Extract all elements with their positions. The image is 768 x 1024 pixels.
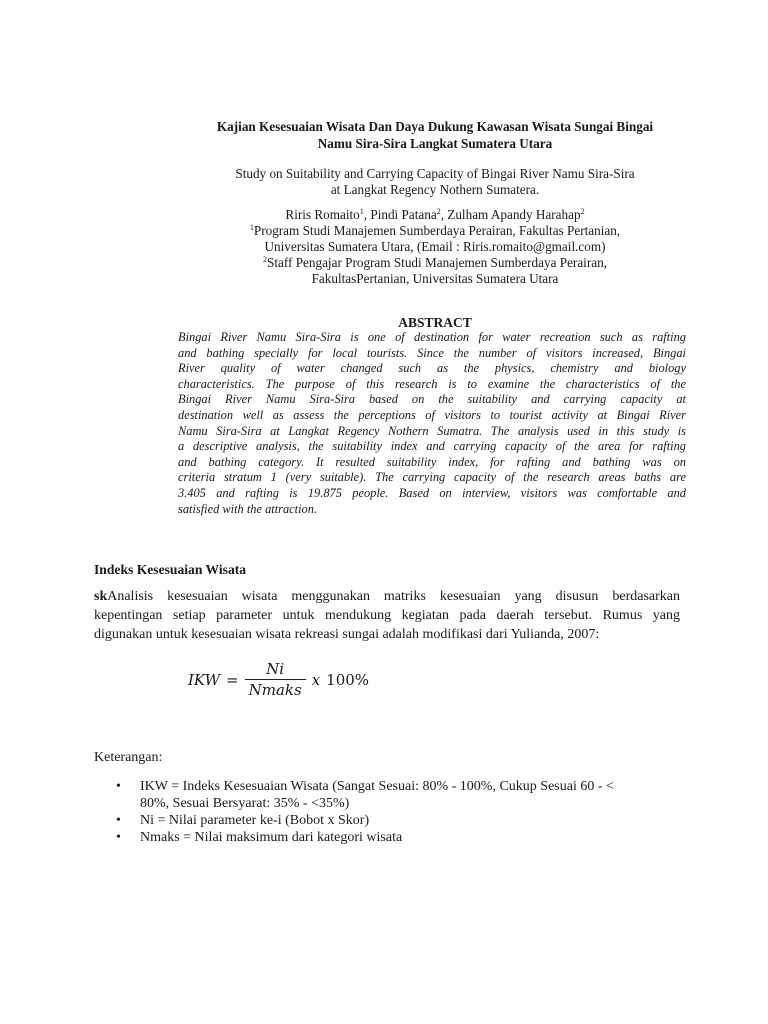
paper-english-title [160,166,710,198]
abstract-line: Namu Sira-Sira at Langkat Regency Nothern Sumatra. The analysis used in this study is [178,423,686,438]
affiliation-sup: 1 [249,223,254,232]
abstract-line: and bathing specially for local tourists. Since the number of visitors increased, Bingai [178,345,686,360]
author-sup: 2 [580,207,585,216]
bullet-icon: • [116,813,121,828]
paper-title-line: Kajian Kesesuaian Wisata Dan Daya Dukung Kawasan Wisata Sungai Bingai [216,119,654,134]
formula-numerator: Ni [266,660,285,678]
affiliation-2 [160,255,710,271]
list-item [114,812,684,829]
abstract-line: satisfied with the attraction. [178,501,318,516]
list-item [114,829,684,846]
formula-lhs: IKW [188,670,221,689]
abstract-line: destination well as assess the perceptions of visitors to tourist activity at Bingai River [178,407,686,422]
abstract-line: criteria stratum 1 (very suitable). The carrying capacity of the research areas baths are [178,470,686,485]
abstract-line: 3.405 and rafting is 19.875 people. Based on interview, visitors was comfortable and [178,485,686,500]
abstract-line: River quality of water changed such as the physics, chemistry and biology [178,361,686,376]
affiliation-text: Staff Pengajar Program Studi Manajemen Sumberdaya Perairan, [267,255,607,270]
formula-equals: = [226,670,239,689]
abstract-body [178,330,686,517]
english-title-line: Study on Suitability and Carrying Capacity of Bingai River Namu Sira-Sira [235,166,635,181]
paragraph-line [94,587,680,606]
keterangan-label: Keterangan: [94,750,163,765]
abstract-line: characteristics. The purpose of this research is to examine the characteristics of the [178,376,686,391]
paragraph-line: digunakan untuk kesesuaian wisata rekreasi sungai adalah modifikasi dari Yulianda, 2007: [94,627,600,642]
abstract-line: and bathing category. It resulted suitability index, for rafting and bathing was on [178,454,686,469]
affiliation-1 [160,223,710,239]
author-sup: 2 [436,207,441,216]
formula-denominator: Nmaks [245,679,306,699]
author-sup: 1 [359,207,364,216]
author-name: , Zulham Apandy Harahap [440,207,581,222]
section-paragraph [94,587,680,644]
ikw-formula [188,660,369,699]
author-name: Riris Romaito [285,207,360,222]
bullet-icon: • [116,830,121,845]
formula-percent: 100% [326,670,370,689]
list-item [114,778,684,812]
affiliation-1-line2: Universitas Sumatera Utara, (Email : Riris.romaito@gmail.com) [264,239,606,254]
abstract-line: Bingai River Namu Sira-Sira based on the suitability and carrying capacity at [178,392,686,407]
keterangan-list [114,778,684,846]
bullet-icon: • [116,779,121,794]
section-heading: Indeks Kesesuaian Wisata [94,562,247,577]
list-item-text: IKW = Indeks Kesesuaian Wisata (Sangat Sesuai: 80% - 100%, Cukup Sesuai 60 - < [140,779,614,794]
paper-title [160,118,710,152]
paper-title-line: Namu Sira-Sira Langkat Sumatera Utara [317,136,553,151]
abstract-line: a descriptive analysis, the suitability index and carrying capacity of the area for rafting [178,439,686,454]
abstract-line: Bingai River Namu Sira-Sira is one of destination for water recreation such as rafting [178,330,686,344]
list-item-text: Nmaks = Nilai maksimum dari kategori wisata [140,830,403,845]
paragraph-text: Analisis kesesuaian wisata menggunakan matriks kesesuaian yang disusun berdasarkan [107,589,680,604]
affiliation-sup: 2 [263,255,267,264]
author-name: , Pindi Patana [363,207,437,222]
author-block [160,207,710,287]
affiliation-2-line2: FakultasPertanian, Universitas Sumatera Utara [311,271,559,286]
list-item-text: Ni = Nilai parameter ke-i (Bobot x Skor) [140,813,370,828]
paragraph-line: kepentingan setiap parameter untuk mendukung kegiatan pada daerah tersebut. Rumus yang [94,608,680,623]
list-item-text: 80%, Sesuai Bersyarat: 35% - <35%) [140,796,350,811]
author-line [160,207,710,223]
paragraph-bold-prefix: sk [94,589,108,604]
abstract-heading: ABSTRACT [398,315,472,330]
formula-fraction [245,660,306,699]
english-title-line: at Langkat Regency Nothern Sumatera. [330,182,540,197]
affiliation-text: Program Studi Manajemen Sumberdaya Perairan, Fakultas Pertanian, [253,223,621,238]
formula-times: x [311,670,321,689]
